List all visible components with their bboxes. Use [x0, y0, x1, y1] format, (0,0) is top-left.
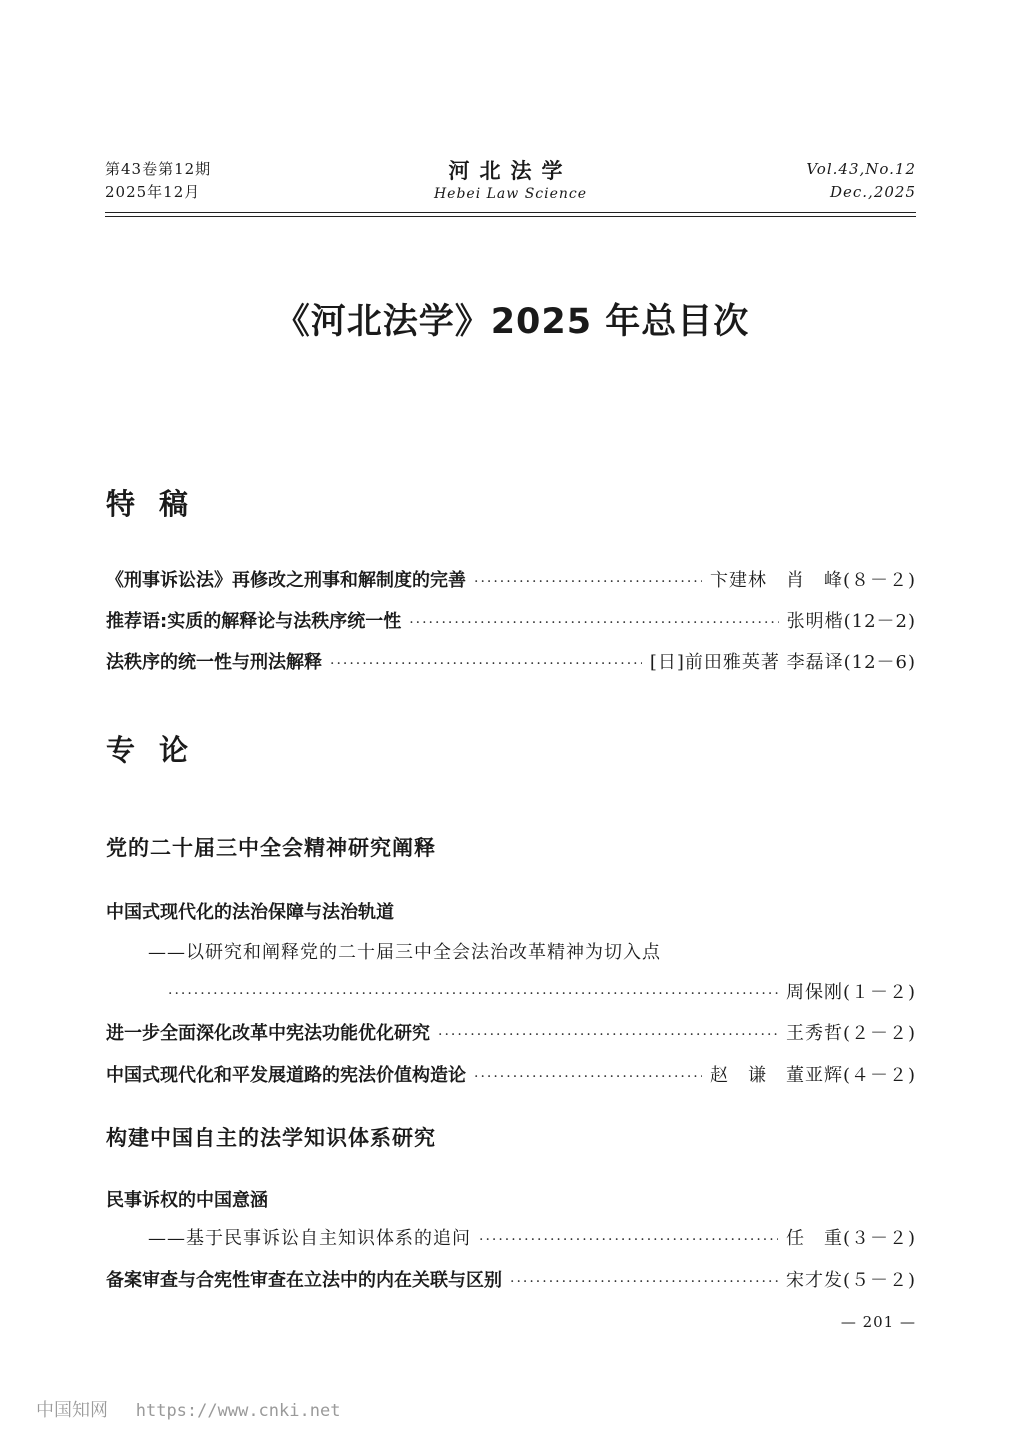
leader-dots — [474, 574, 702, 590]
toc-entry[interactable] — [106, 648, 916, 678]
toc-entry[interactable] — [148, 1224, 916, 1254]
entry-authors: 周保刚(１－２) — [785, 982, 916, 1003]
toc-entry[interactable] — [106, 566, 916, 596]
watermark-site-name: 中国知网 — [36, 1400, 108, 1421]
entry-authors: [日]前田雅英著 李磊译(12－6) — [649, 652, 916, 673]
entry-authors: 任 重(３－２) — [785, 1228, 916, 1249]
watermark-url[interactable]: https://www.cnki.net — [135, 1401, 341, 1421]
leader-dots — [510, 1274, 778, 1290]
entry-title: 中国式现代化和平发展道路的宪法价值构造论 — [106, 1065, 466, 1086]
group-heading: 党的二十届三中全会精神研究阐释 — [106, 836, 436, 860]
entry-title: 法秩序的统一性与刑法解释 — [106, 652, 322, 673]
issue-date-en: Dec.,2025 — [829, 183, 916, 201]
toc-entry[interactable] — [106, 607, 916, 637]
entry-title[interactable]: 中国式现代化的法治保障与法治轨道 — [106, 902, 394, 923]
toc-entry[interactable] — [168, 978, 916, 1008]
journal-name-en: Hebei Law Science — [433, 186, 588, 202]
cnki-watermark — [36, 1396, 340, 1422]
entry-title: 进一步全面深化改革中宪法功能优化研究 — [106, 1023, 430, 1044]
entry-authors: 张明楷(12－2) — [786, 611, 916, 632]
entry-authors: 卞建林 肖 峰(８－２) — [709, 570, 916, 591]
entry-authors: 王秀哲(２－２) — [785, 1023, 916, 1044]
issue-info-en — [806, 158, 916, 204]
issue-volume-en: Vol.43,No.12 — [806, 160, 916, 178]
page-title: 《河北法学》2025 年总目次 — [274, 302, 750, 342]
entry-title: 《刑事诉讼法》再修改之刑事和解制度的完善 — [106, 570, 466, 591]
journal-name-cn: 河北法学 — [448, 159, 573, 183]
entry-authors: 宋才发(５－２) — [785, 1270, 916, 1291]
entry-subtitle: ——以研究和阐释党的二十届三中全会法治改革精神为切入点 — [148, 942, 661, 963]
header-rule — [105, 212, 916, 213]
entry-title: 备案审查与合宪性审查在立法中的内在关联与区别 — [106, 1270, 502, 1291]
leader-dots — [168, 986, 778, 1002]
leader-dots — [409, 615, 778, 631]
journal-name — [105, 158, 916, 204]
entry-subtitle: ——基于民事诉讼自主知识体系的追问 — [148, 1228, 471, 1249]
running-header — [105, 158, 916, 206]
toc-entry[interactable] — [106, 1019, 916, 1049]
entry-title: 推荐语:实质的解释论与法秩序统一性 — [106, 611, 402, 632]
header-rule-double — [105, 216, 916, 217]
entry-authors: 赵 谦 董亚辉(４－２) — [709, 1065, 916, 1086]
group-heading: 构建中国自主的法学知识体系研究 — [106, 1126, 436, 1150]
issue-volume: 第43卷第12期 — [105, 160, 212, 178]
leader-dots — [479, 1232, 778, 1248]
leader-dots — [438, 1027, 778, 1043]
leader-dots — [474, 1069, 702, 1085]
entry-title[interactable]: 民事诉权的中国意涵 — [106, 1190, 268, 1211]
section-heading-topics: 专论 — [106, 733, 213, 767]
leader-dots — [330, 656, 642, 672]
issue-date: 2025年12月 — [105, 183, 201, 201]
toc-entry[interactable] — [106, 1266, 916, 1296]
toc-entry[interactable] — [106, 1061, 916, 1091]
section-heading-special: 特稿 — [106, 487, 213, 521]
page-number: — 201 — — [840, 1313, 916, 1331]
